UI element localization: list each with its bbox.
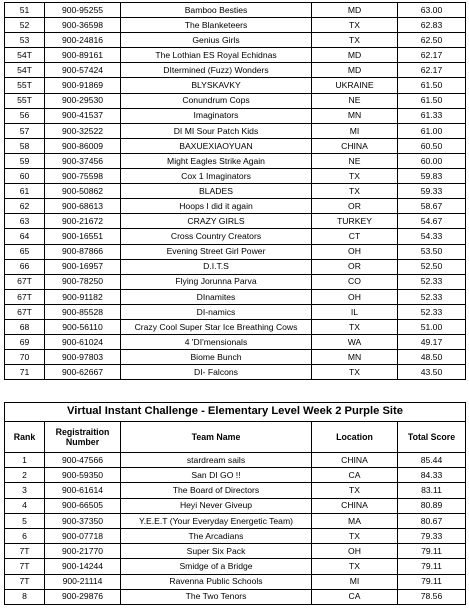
- registration-number-cell: 900-85528: [45, 304, 121, 319]
- table-row: [5, 289, 466, 304]
- registration-number-cell: 900-68613: [45, 199, 121, 214]
- table-row: [5, 559, 466, 574]
- team-name-cell: Smidge of a Bridge: [121, 559, 312, 574]
- location-cell: TX: [312, 33, 398, 48]
- table-row: [5, 184, 466, 199]
- location-cell: IL: [312, 304, 398, 319]
- team-name-cell: BLADES: [121, 184, 312, 199]
- rank-cell: 59: [5, 153, 45, 168]
- rank-cell: 4: [5, 498, 45, 513]
- table-row: [5, 48, 466, 63]
- team-name-cell: Cox 1 Imaginators: [121, 169, 312, 184]
- total-score-cell: 60.50: [398, 138, 466, 153]
- rank-cell: 5: [5, 513, 45, 528]
- table-row: [5, 153, 466, 168]
- purple-site-table-body: [5, 453, 466, 605]
- table-row: [5, 274, 466, 289]
- registration-number-cell: 900-62667: [45, 365, 121, 380]
- table-title-row: [5, 403, 466, 422]
- location-cell: CHINA: [312, 138, 398, 153]
- location-cell: CHINA: [312, 453, 398, 468]
- team-name-cell: The Arcadians: [121, 528, 312, 543]
- location-cell: CO: [312, 274, 398, 289]
- location-cell: OH: [312, 544, 398, 559]
- rank-cell: 64: [5, 229, 45, 244]
- team-name-cell: DInamites: [121, 289, 312, 304]
- team-name-cell: Hoops I did it again: [121, 199, 312, 214]
- total-score-cell: 83.11: [398, 483, 466, 498]
- rank-cell: 8: [5, 589, 45, 604]
- rank-cell: 54T: [5, 48, 45, 63]
- location-cell: MD: [312, 3, 398, 18]
- rank-cell: 56: [5, 108, 45, 123]
- table-row: [5, 259, 466, 274]
- team-name-cell: DItermined (Fuzz) Wonders: [121, 63, 312, 78]
- table-row: [5, 365, 466, 380]
- total-score-cell: 58.67: [398, 199, 466, 214]
- total-score-cell: 62.50: [398, 33, 466, 48]
- registration-number-cell: 900-21672: [45, 214, 121, 229]
- location-cell: TX: [312, 365, 398, 380]
- team-name-cell: San DI GO !!: [121, 468, 312, 483]
- team-name-cell: Bamboo Besties: [121, 3, 312, 18]
- table-row: [5, 244, 466, 259]
- team-name-cell: stardream sails: [121, 453, 312, 468]
- rank-cell: 55T: [5, 93, 45, 108]
- table-row: [5, 335, 466, 350]
- total-score-cell: 80.89: [398, 498, 466, 513]
- table-row: [5, 544, 466, 559]
- table-row: [5, 63, 466, 78]
- location-cell: OR: [312, 199, 398, 214]
- registration-number-cell: 900-29876: [45, 589, 121, 604]
- rank-cell: 66: [5, 259, 45, 274]
- table-row: [5, 3, 466, 18]
- location-cell: TX: [312, 169, 398, 184]
- total-score-cell: 79.11: [398, 574, 466, 589]
- total-score-cell: 61.50: [398, 78, 466, 93]
- rank-cell: 1: [5, 453, 45, 468]
- rank-cell: 54T: [5, 63, 45, 78]
- location-cell: WA: [312, 335, 398, 350]
- location-cell: TX: [312, 559, 398, 574]
- location-cell: NE: [312, 153, 398, 168]
- results-table-continued: [4, 2, 466, 380]
- registration-number-cell: 900-78250: [45, 274, 121, 289]
- registration-number-cell: 900-29530: [45, 93, 121, 108]
- rank-cell: 52: [5, 18, 45, 33]
- rank-cell: 53: [5, 33, 45, 48]
- table-row: [5, 304, 466, 319]
- results-table-body: [5, 3, 466, 380]
- location-cell: CA: [312, 468, 398, 483]
- location-cell: TX: [312, 184, 398, 199]
- team-name-cell: Cross Country Creators: [121, 229, 312, 244]
- location-cell: TX: [312, 319, 398, 334]
- header-row: [5, 422, 466, 453]
- rank-cell: 61: [5, 184, 45, 199]
- location-cell: TX: [312, 483, 398, 498]
- registration-number-cell: 900-57424: [45, 63, 121, 78]
- header-rank: Rank: [5, 422, 45, 453]
- table-row: [5, 138, 466, 153]
- header-location: Location: [312, 422, 398, 453]
- table-row: [5, 513, 466, 528]
- rank-cell: 70: [5, 350, 45, 365]
- total-score-cell: 79.11: [398, 544, 466, 559]
- total-score-cell: 59.83: [398, 169, 466, 184]
- table-row: [5, 453, 466, 468]
- rank-cell: 60: [5, 169, 45, 184]
- team-name-cell: DI MI Sour Patch Kids: [121, 123, 312, 138]
- location-cell: TX: [312, 528, 398, 543]
- location-cell: CA: [312, 589, 398, 604]
- table-row: [5, 199, 466, 214]
- registration-number-cell: 900-59350: [45, 468, 121, 483]
- team-name-cell: The Lothian ES Royal Echidnas: [121, 48, 312, 63]
- registration-number-cell: 900-37456: [45, 153, 121, 168]
- total-score-cell: 59.33: [398, 184, 466, 199]
- rank-cell: 67T: [5, 274, 45, 289]
- total-score-cell: 63.00: [398, 3, 466, 18]
- rank-cell: 7T: [5, 574, 45, 589]
- table-row: [5, 498, 466, 513]
- total-score-cell: 51.00: [398, 319, 466, 334]
- team-name-cell: Super Six Pack: [121, 544, 312, 559]
- total-score-cell: 52.33: [398, 304, 466, 319]
- registration-number-cell: 900-21770: [45, 544, 121, 559]
- registration-number-cell: 900-95255: [45, 3, 121, 18]
- total-score-cell: 61.33: [398, 108, 466, 123]
- registration-number-cell: 900-61614: [45, 483, 121, 498]
- registration-number-cell: 900-97803: [45, 350, 121, 365]
- registration-number-cell: 900-50862: [45, 184, 121, 199]
- team-name-cell: Might Eagles Strike Again: [121, 153, 312, 168]
- rank-cell: 51: [5, 3, 45, 18]
- registration-number-cell: 900-91182: [45, 289, 121, 304]
- table-row: [5, 123, 466, 138]
- total-score-cell: 54.67: [398, 214, 466, 229]
- location-cell: MA: [312, 513, 398, 528]
- team-name-cell: BLYSKAVKY: [121, 78, 312, 93]
- registration-number-cell: 900-14244: [45, 559, 121, 574]
- total-score-cell: 52.50: [398, 259, 466, 274]
- table-row: [5, 350, 466, 365]
- registration-number-cell: 900-24816: [45, 33, 121, 48]
- total-score-cell: 52.33: [398, 289, 466, 304]
- location-cell: CT: [312, 229, 398, 244]
- total-score-cell: 53.50: [398, 244, 466, 259]
- location-cell: MI: [312, 574, 398, 589]
- team-name-cell: The Blanketeers: [121, 18, 312, 33]
- team-name-cell: 4 'DI'mensionals: [121, 335, 312, 350]
- total-score-cell: 85.44: [398, 453, 466, 468]
- total-score-cell: 62.17: [398, 63, 466, 78]
- table-row: [5, 528, 466, 543]
- team-name-cell: CRAZY GIRLS: [121, 214, 312, 229]
- table-row: [5, 18, 466, 33]
- registration-number-cell: 900-75598: [45, 169, 121, 184]
- registration-number-cell: 900-91869: [45, 78, 121, 93]
- team-name-cell: D.I.T.S: [121, 259, 312, 274]
- total-score-cell: 80.67: [398, 513, 466, 528]
- total-score-cell: 48.50: [398, 350, 466, 365]
- registration-number-cell: 900-66505: [45, 498, 121, 513]
- location-cell: MN: [312, 108, 398, 123]
- team-name-cell: Genius Girls: [121, 33, 312, 48]
- registration-number-cell: 900-87866: [45, 244, 121, 259]
- location-cell: OR: [312, 259, 398, 274]
- rank-cell: 71: [5, 365, 45, 380]
- total-score-cell: 62.83: [398, 18, 466, 33]
- table-row: [5, 78, 466, 93]
- total-score-cell: 62.17: [398, 48, 466, 63]
- registration-number-cell: 900-32522: [45, 123, 121, 138]
- registration-number-cell: 900-37350: [45, 513, 121, 528]
- team-name-cell: Flying Jorunna Parva: [121, 274, 312, 289]
- table-row: [5, 468, 466, 483]
- header-registration-number: Registraition Number: [45, 422, 121, 453]
- total-score-cell: 52.33: [398, 274, 466, 289]
- total-score-cell: 79.33: [398, 528, 466, 543]
- registration-number-cell: 900-07718: [45, 528, 121, 543]
- team-name-cell: DI-namics: [121, 304, 312, 319]
- team-name-cell: Heyi Never Giveup: [121, 498, 312, 513]
- rank-cell: 3: [5, 483, 45, 498]
- purple-site-results-table: [4, 402, 466, 605]
- rank-cell: 7T: [5, 544, 45, 559]
- rank-cell: 68: [5, 319, 45, 334]
- registration-number-cell: 900-56110: [45, 319, 121, 334]
- table-row: [5, 93, 466, 108]
- team-name-cell: Conundrum Cops: [121, 93, 312, 108]
- total-score-cell: 60.00: [398, 153, 466, 168]
- registration-number-cell: 900-61024: [45, 335, 121, 350]
- location-cell: CHINA: [312, 498, 398, 513]
- header-team-name: Team Name: [121, 422, 312, 453]
- location-cell: UKRAINE: [312, 78, 398, 93]
- team-name-cell: Evening Street Girl Power: [121, 244, 312, 259]
- total-score-cell: 78.56: [398, 589, 466, 604]
- team-name-cell: BAXUEXIAOYUAN: [121, 138, 312, 153]
- location-cell: OH: [312, 289, 398, 304]
- table-row: [5, 108, 466, 123]
- total-score-cell: 49.17: [398, 335, 466, 350]
- registration-number-cell: 900-86009: [45, 138, 121, 153]
- table-row: [5, 33, 466, 48]
- team-name-cell: The Board of Directors: [121, 483, 312, 498]
- rank-cell: 67T: [5, 289, 45, 304]
- registration-number-cell: 900-41537: [45, 108, 121, 123]
- registration-number-cell: 900-47566: [45, 453, 121, 468]
- rank-cell: 65: [5, 244, 45, 259]
- registration-number-cell: 900-21114: [45, 574, 121, 589]
- location-cell: NE: [312, 93, 398, 108]
- total-score-cell: 79.11: [398, 559, 466, 574]
- team-name-cell: DI- Falcons: [121, 365, 312, 380]
- rank-cell: 2: [5, 468, 45, 483]
- location-cell: MD: [312, 48, 398, 63]
- rank-cell: 69: [5, 335, 45, 350]
- total-score-cell: 61.00: [398, 123, 466, 138]
- location-cell: MN: [312, 350, 398, 365]
- location-cell: OH: [312, 244, 398, 259]
- table-row: [5, 169, 466, 184]
- rank-cell: 67T: [5, 304, 45, 319]
- registration-number-cell: 900-36598: [45, 18, 121, 33]
- table-row: [5, 229, 466, 244]
- team-name-cell: Biome Bunch: [121, 350, 312, 365]
- table-row: [5, 574, 466, 589]
- team-name-cell: Ravenna Public Schools: [121, 574, 312, 589]
- location-cell: MI: [312, 123, 398, 138]
- table-row: [5, 589, 466, 604]
- team-name-cell: The Two Tenors: [121, 589, 312, 604]
- rank-cell: 62: [5, 199, 45, 214]
- team-name-cell: Imaginators: [121, 108, 312, 123]
- total-score-cell: 54.33: [398, 229, 466, 244]
- table-row: [5, 319, 466, 334]
- location-cell: TX: [312, 18, 398, 33]
- team-name-cell: Crazy Cool Super Star Ice Breathing Cows: [121, 319, 312, 334]
- rank-cell: 63: [5, 214, 45, 229]
- total-score-cell: 61.50: [398, 93, 466, 108]
- rank-cell: 55T: [5, 78, 45, 93]
- rank-cell: 7T: [5, 559, 45, 574]
- registration-number-cell: 900-89161: [45, 48, 121, 63]
- table-row: [5, 483, 466, 498]
- table-title: Virtual Instant Challenge - Elementary Level Week 2 Purple Site: [5, 403, 466, 422]
- location-cell: MD: [312, 63, 398, 78]
- rank-cell: 58: [5, 138, 45, 153]
- location-cell: TURKEY: [312, 214, 398, 229]
- header-total-score: Total Score: [398, 422, 466, 453]
- team-name-cell: Y.E.E.T (Your Everyday Energetic Team): [121, 513, 312, 528]
- rank-cell: 6: [5, 528, 45, 543]
- total-score-cell: 43.50: [398, 365, 466, 380]
- rank-cell: 57: [5, 123, 45, 138]
- registration-number-cell: 900-16551: [45, 229, 121, 244]
- registration-number-cell: 900-16957: [45, 259, 121, 274]
- total-score-cell: 84.33: [398, 468, 466, 483]
- table-row: [5, 214, 466, 229]
